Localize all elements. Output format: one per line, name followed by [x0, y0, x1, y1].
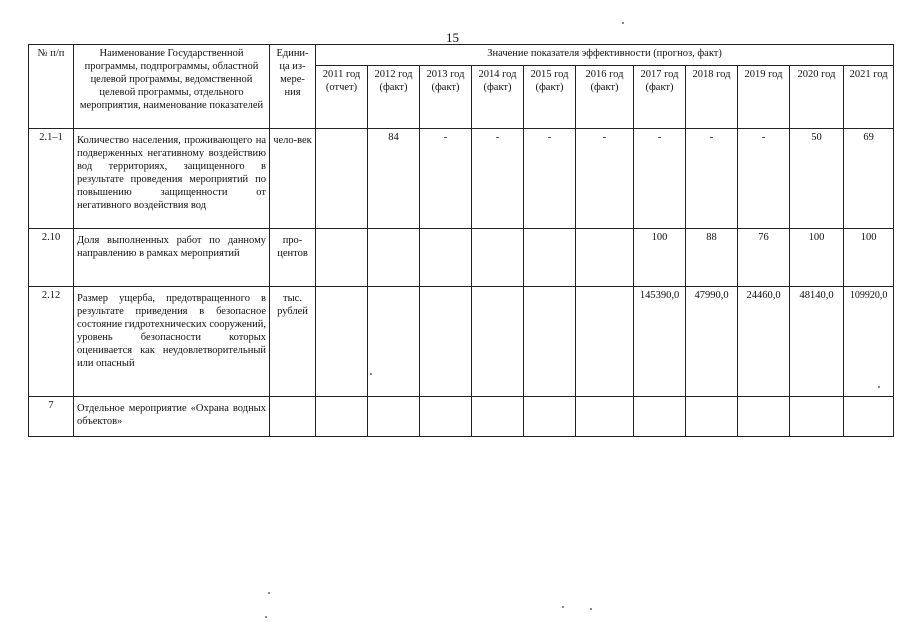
header-year-2013: 2013 год (факт)	[420, 66, 472, 129]
cell-2017: 100	[634, 229, 686, 287]
scan-speck	[590, 608, 592, 610]
header-year-2014: 2014 год (факт)	[472, 66, 524, 129]
cell-2011	[316, 229, 368, 287]
header-num: № п/п	[29, 45, 74, 129]
header-year-2020: 2020 год	[790, 66, 844, 129]
cell-2015	[524, 229, 576, 287]
cell-2018	[686, 397, 738, 437]
cell-2013	[420, 229, 472, 287]
cell-2014	[472, 287, 524, 397]
header-year-2018: 2018 год	[686, 66, 738, 129]
cell-2014	[472, 229, 524, 287]
table-row	[29, 229, 894, 287]
cell-2012	[368, 287, 420, 397]
header-row-1	[29, 45, 894, 66]
table-row	[29, 287, 894, 397]
cell-2017: 145390,0	[634, 287, 686, 397]
cell-2017	[634, 397, 686, 437]
cell-2017: -	[634, 129, 686, 229]
scan-speck	[265, 616, 267, 618]
row-unit	[270, 397, 316, 437]
table-row	[29, 129, 894, 229]
cell-2021	[844, 397, 894, 437]
cell-2019: 76	[738, 229, 790, 287]
row-unit: чело-век	[270, 129, 316, 229]
cell-2021: 109920,0	[844, 287, 894, 397]
row-num: 2.1–1	[29, 129, 74, 229]
cell-2020: 100	[790, 229, 844, 287]
row-name: Доля выполненных работ по данному направлению в рамках мероприятий	[74, 229, 270, 287]
row-name: Отдельное мероприятие «Охрана водных объектов»	[74, 397, 270, 437]
cell-2011	[316, 129, 368, 229]
page-number: 15	[446, 30, 459, 45]
row-num: 2.10	[29, 229, 74, 287]
cell-2018: 47990,0	[686, 287, 738, 397]
cell-2020: 48140,0	[790, 287, 844, 397]
row-num: 2.12	[29, 287, 74, 397]
row-name: Количество населения, проживающего на подверженных негативному воздействию вод территориях, защищенного в результате проведения мероприятий по повышению защищенности от негативного воздействия вод	[74, 129, 270, 229]
header-year-2015: 2015 год (факт)	[524, 66, 576, 129]
cell-2018: -	[686, 129, 738, 229]
cell-2011	[316, 397, 368, 437]
cell-2013: -	[420, 129, 472, 229]
indicators-table	[28, 44, 894, 437]
header-year-2016: 2016 год (факт)	[576, 66, 634, 129]
cell-2015	[524, 397, 576, 437]
header-unit: Едини-ца из-мере-ния	[270, 45, 316, 129]
cell-2020	[790, 397, 844, 437]
scan-speck	[878, 386, 880, 388]
scan-speck	[370, 373, 372, 375]
cell-2020: 50	[790, 129, 844, 229]
scan-speck	[562, 606, 564, 608]
cell-2019	[738, 397, 790, 437]
cell-2015: -	[524, 129, 576, 229]
header-name: Наименование Государственной программы, подпрограммы, областной целевой программы, ведомственной целевой программы, отдельного мероприятия, наименование показателей	[74, 45, 270, 129]
cell-2013	[420, 397, 472, 437]
cell-2014: -	[472, 129, 524, 229]
cell-2012	[368, 397, 420, 437]
cell-2016	[576, 287, 634, 397]
table-row	[29, 397, 894, 437]
cell-2019: -	[738, 129, 790, 229]
cell-2021: 69	[844, 129, 894, 229]
header-year-2011: 2011 год (отчет)	[316, 66, 368, 129]
cell-2013	[420, 287, 472, 397]
cell-2011	[316, 287, 368, 397]
header-year-2012: 2012 год (факт)	[368, 66, 420, 129]
cell-2021: 100	[844, 229, 894, 287]
row-unit: про-центов	[270, 229, 316, 287]
cell-2016	[576, 397, 634, 437]
cell-2019: 24460,0	[738, 287, 790, 397]
cell-2018: 88	[686, 229, 738, 287]
header-year-2017: 2017 год (факт)	[634, 66, 686, 129]
header-year-2019: 2019 год	[738, 66, 790, 129]
header-year-2021: 2021 год	[844, 66, 894, 129]
cell-2016	[576, 229, 634, 287]
cell-2012: 84	[368, 129, 420, 229]
scan-speck	[268, 592, 270, 594]
header-group: Значение показателя эффективности (прогноз, факт)	[316, 45, 894, 66]
scan-speck	[622, 22, 624, 24]
cell-2012	[368, 229, 420, 287]
cell-2015	[524, 287, 576, 397]
row-unit: тыс. рублей	[270, 287, 316, 397]
row-num: 7	[29, 397, 74, 437]
cell-2014	[472, 397, 524, 437]
cell-2016: -	[576, 129, 634, 229]
row-name: Размер ущерба, предотвращенного в результате приведения в безопасное состояние гидротехнических сооружений, уровень безопасности которых оценивается как неудовлетворительный или опасный	[74, 287, 270, 397]
